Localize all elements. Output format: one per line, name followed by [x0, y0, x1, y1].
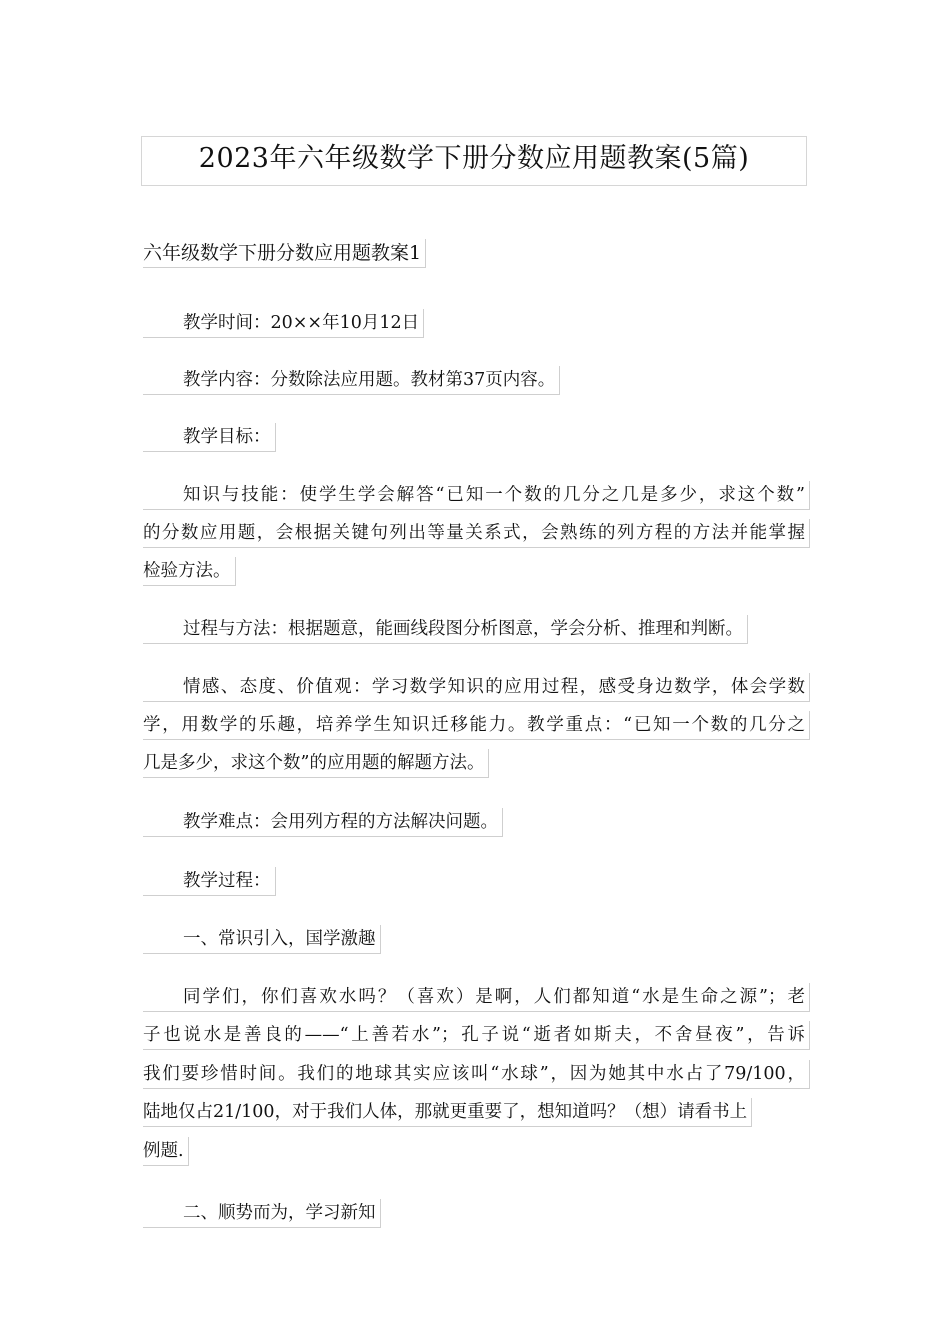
- intro-paragraph-line-2: 子也说水是善良的——“上善若水”；孔子说“逝者如斯夫，不舍昼夜”，告诉: [143, 1021, 810, 1050]
- teaching-time: 教学时间：20××年10月12日: [143, 309, 424, 338]
- teaching-goal-label: 教学目标：: [143, 423, 276, 452]
- emotion-line-3: 几是多少，求这个数”的应用题的解题方法。: [143, 749, 489, 778]
- process-method: 过程与方法：根据题意，能画线段图分析图意，学会分析、推理和判断。: [143, 615, 748, 644]
- knowledge-skill-line-3: 检验方法。: [143, 557, 236, 586]
- intro-paragraph-line-5: 例题.: [143, 1137, 189, 1166]
- emotion-line-1: 情感、态度、价值观：学习数学知识的应用过程，感受身边数学，体会学数: [143, 673, 810, 702]
- knowledge-skill-line-1: 知识与技能：使学生学会解答“已知一个数的几分之几是多少，求这个数”: [143, 481, 810, 510]
- section-heading: 六年级数学下册分数应用题教案1: [143, 239, 426, 268]
- part-2-title: 二、顺势而为，学习新知: [143, 1199, 381, 1228]
- teaching-difficulty: 教学难点：会用列方程的方法解决问题。: [143, 808, 503, 837]
- intro-paragraph-line-3: 我们要珍惜时间。我们的地球其实应该叫“水球”，因为她其中水占了79/100，: [143, 1060, 810, 1089]
- teaching-process-label: 教学过程：: [143, 867, 276, 896]
- emotion-line-2: 学，用数学的乐趣，培养学生知识迁移能力。教学重点：“已知一个数的几分之: [143, 711, 810, 740]
- part-1-title: 一、常识引入，国学激趣: [143, 925, 381, 954]
- knowledge-skill-line-2: 的分数应用题，会根据关键句列出等量关系式，会熟练的列方程的方法并能掌握: [143, 519, 810, 548]
- document-title: 2023年六年级数学下册分数应用题教案(5篇): [141, 136, 807, 186]
- intro-paragraph-line-1: 同学们，你们喜欢水吗？（喜欢）是啊，人们都知道“水是生命之源”；老: [143, 983, 810, 1012]
- teaching-content: 教学内容：分数除法应用题。教材第37页内容。: [143, 366, 560, 395]
- intro-paragraph-line-4: 陆地仅占21/100，对于我们人体，那就更重要了，想知道吗？（想）请看书上: [143, 1098, 752, 1127]
